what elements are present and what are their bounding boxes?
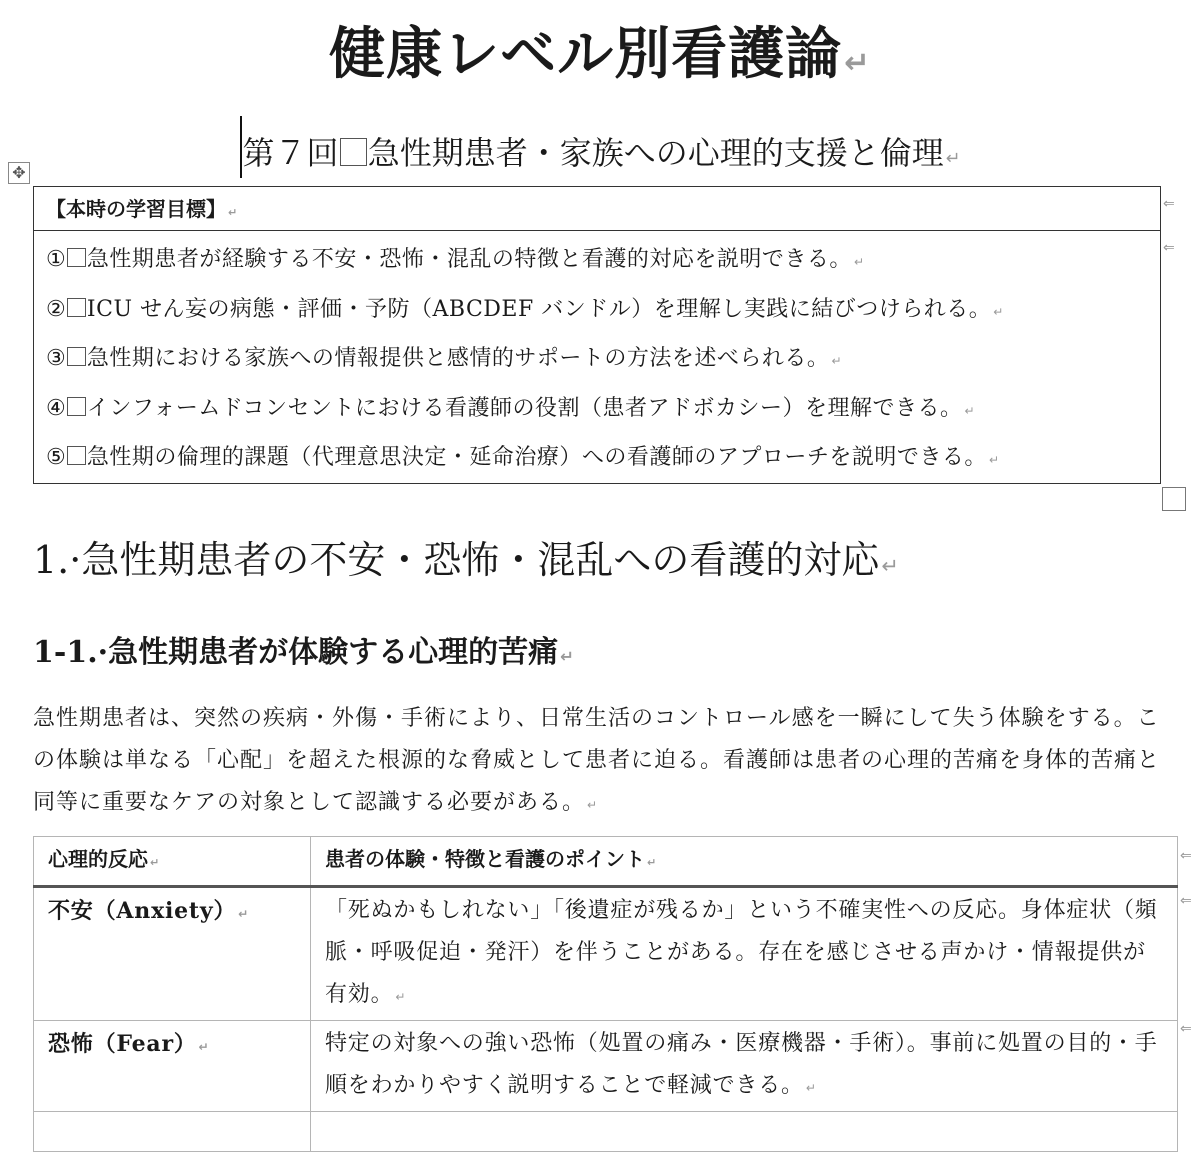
description-cell: 特定の対象への強い恐怖（処置の痛み・医療機器・手術）。事前に処置の目的・手順をわかりやすく説明することで軽減できる。 ↵ xyxy=(311,1021,1178,1112)
learning-goal-item: ③ 急性期における家族への情報提供と感情的サポートの方法を述べられる。 ↵ xyxy=(46,346,843,371)
learning-goal-item: ② ICU せん妄の病態・評価・予防（ABCDEF バンドル）を理解し実践に結びつけられる。 ↵ xyxy=(46,296,1004,322)
table-row xyxy=(34,1112,1178,1152)
space-mark xyxy=(67,298,86,317)
paragraph-mark: ↵ xyxy=(853,255,865,269)
cell-end-mark: ↵ xyxy=(395,990,407,1004)
psychological-reaction-table xyxy=(33,836,1178,1152)
space-mark xyxy=(340,138,367,165)
paragraph-mark: ↵ xyxy=(831,354,843,368)
text-cursor xyxy=(240,116,242,178)
paragraph-mark: ↵ xyxy=(844,45,871,81)
paragraph-mark: ↵ xyxy=(988,453,1000,467)
space-mark xyxy=(67,397,86,416)
table-move-handle-icon[interactable]: ✥ xyxy=(8,162,30,184)
description-cell xyxy=(311,1112,1178,1152)
row-end-mark: ⇐ xyxy=(1180,1021,1192,1037)
table-row xyxy=(34,1021,1178,1112)
section-heading-1-1: 1-1.·急性期患者が体験する心理的苦痛 ↵ xyxy=(33,635,574,670)
cell-end-mark: ↵ xyxy=(805,1081,817,1095)
row-end-mark: ⇐ xyxy=(1180,848,1192,864)
paragraph-mark: ↵ xyxy=(945,149,961,169)
table-header-row xyxy=(34,837,1178,887)
document-title: 健康レベル別看護論↵ xyxy=(329,21,871,87)
table-header-cell: 心理的反応 ↵ xyxy=(34,837,311,887)
learning-goals-heading: 【本時の学習目標】 ↵ xyxy=(34,187,1160,231)
table-row xyxy=(34,887,1178,1021)
cell-end-mark: ↵ xyxy=(647,856,657,869)
body-paragraph: 急性期患者は、突然の疾病・外傷・手術により、日常生活のコントロール感を一瞬にして失う体験をする。この体験は単なる「心配」を超えた根源的な脅威として患者に迫る。看護師は患者の心理的苦痛を身体的苦痛と同等に重要なケアの対象として認識する必要がある。 ↵ xyxy=(33,706,1161,815)
paragraph-mark: ↵ xyxy=(228,206,238,219)
paragraph-mark: ↵ xyxy=(881,554,899,578)
paragraph-mark: ↵ xyxy=(964,403,976,418)
learning-goal-item: ① 急性期患者が経験する不安・恐怖・混乱の特徴と看護的対応を説明できる。 ↵ xyxy=(46,247,865,272)
space-mark xyxy=(67,446,86,465)
reaction-cell: 恐怖（Fear） ↵ xyxy=(34,1021,311,1112)
lecture-topic: 急性期患者・家族への心理的支援と倫理 xyxy=(367,134,944,172)
paragraph-mark: ↵ xyxy=(993,304,1004,319)
space-mark xyxy=(67,248,86,267)
learning-goal-item: ⑤ 急性期の倫理的課題（代理意思決定・延命治療）への看護師のアプローチを説明できる。 ↵ xyxy=(46,445,1000,470)
space-mark xyxy=(67,347,86,366)
reaction-cell xyxy=(34,1112,311,1152)
learning-goals-box xyxy=(33,186,1161,484)
description-cell: 「死ぬかもしれない」「後遺症が残るか」という不確実性への反応。身体症状（頻脈・呼吸促迫・発汗）を伴うことがある。存在を感じさせる声かけ・情報提供が有効。 ↵ xyxy=(311,887,1178,1021)
table-header-cell: 患者の体験・特徴と看護のポイント ↵ xyxy=(311,837,1178,887)
row-end-mark: ⇐ xyxy=(1163,240,1175,256)
lecture-title[interactable] xyxy=(0,116,1200,187)
table-resize-handle[interactable] xyxy=(1162,487,1186,511)
paragraph-mark: ↵ xyxy=(560,647,574,666)
row-end-mark: ⇐ xyxy=(1163,196,1175,212)
cell-end-mark: ↵ xyxy=(198,1040,210,1054)
reaction-cell: 不安（Anxiety） ↵ xyxy=(34,887,311,1021)
paragraph-mark: ↵ xyxy=(587,798,599,812)
lecture-number: 第７回 xyxy=(242,134,339,172)
section-heading-1: 1.·急性期患者の不安・恐怖・混乱への看護的対応↵ xyxy=(33,538,899,582)
cell-end-mark: ↵ xyxy=(150,856,160,869)
learning-goal-item: ④ インフォームドコンセントにおける看護師の役割（患者アドボカシー）を理解できる。 ↵ xyxy=(46,395,976,421)
row-end-mark: ⇐ xyxy=(1180,893,1192,909)
cell-end-mark: ↵ xyxy=(238,907,250,921)
